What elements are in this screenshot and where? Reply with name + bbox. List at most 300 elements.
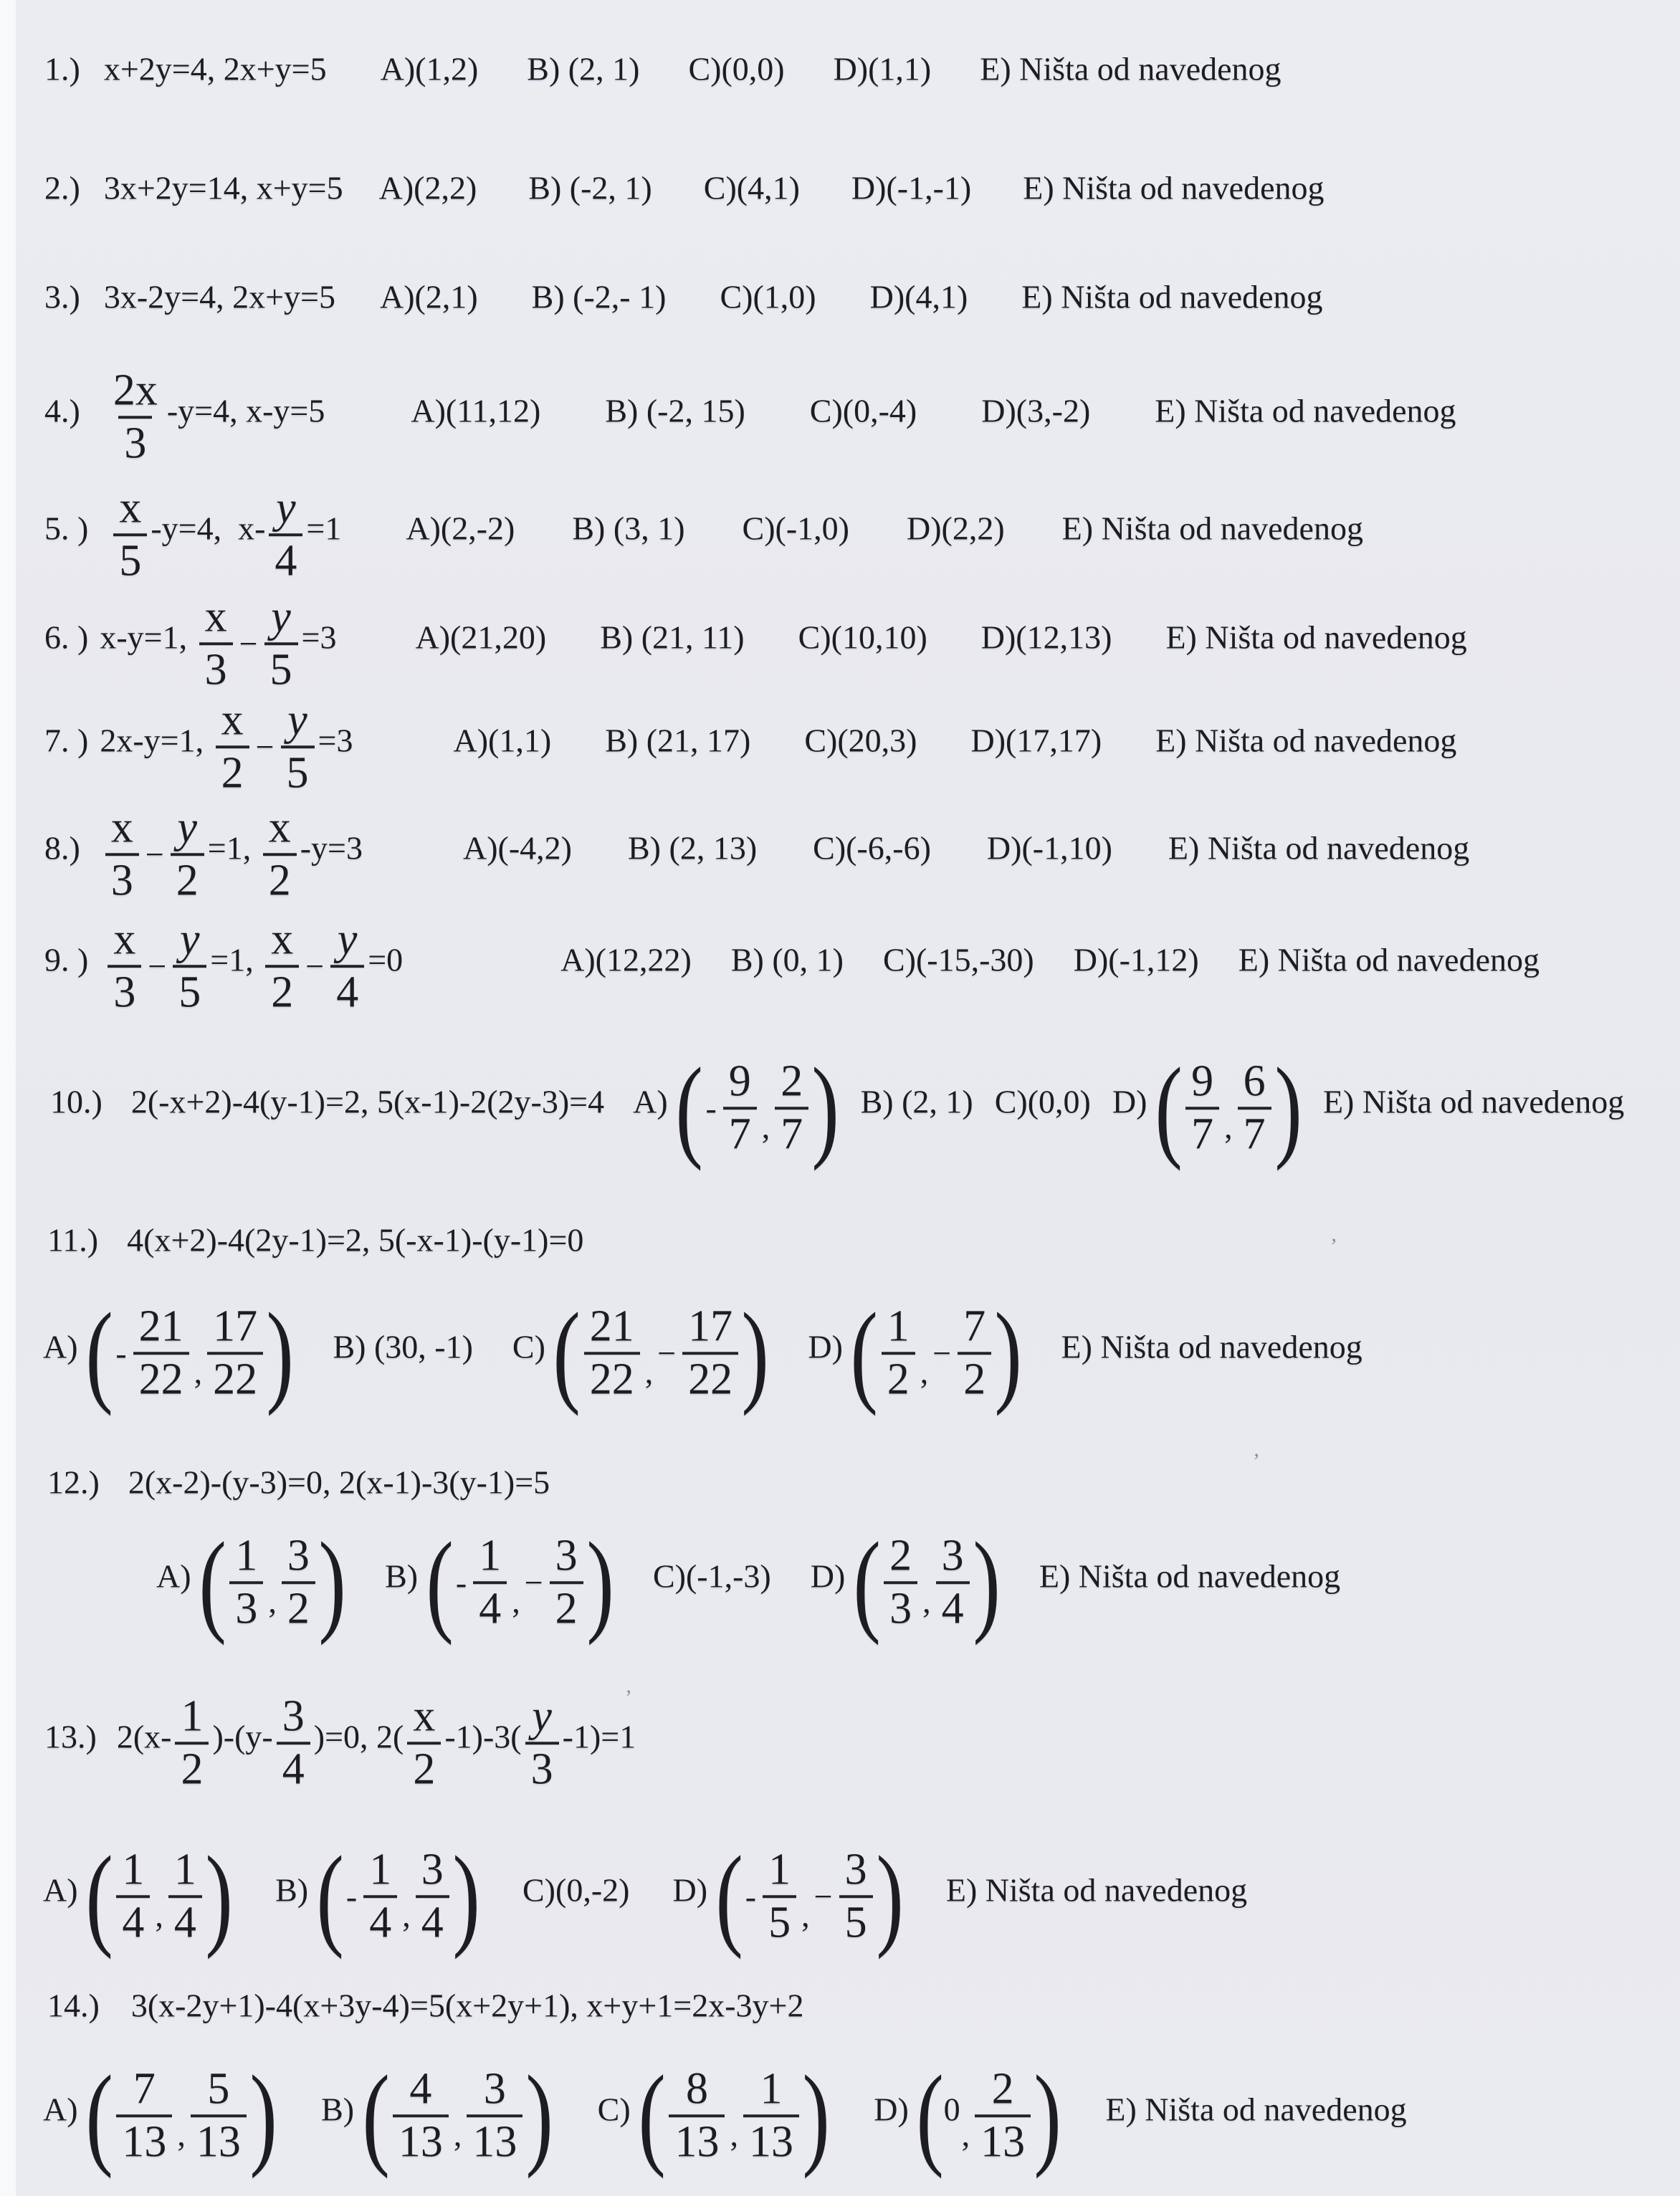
option-d — [672, 1832, 904, 1960]
parenthesis: ( — [426, 1518, 454, 1646]
fraction — [839, 1846, 873, 1946]
fraction-numerator: 21 — [589, 1302, 634, 1351]
problem-statement — [104, 367, 325, 467]
text: D) — [810, 1557, 854, 1595]
option-a — [453, 722, 552, 766]
fraction-denominator: 13 — [467, 2114, 522, 2166]
comma: , — [922, 1582, 931, 1620]
fraction — [263, 804, 297, 904]
text: A) — [43, 1328, 87, 1365]
fraction-denominator: 2 — [882, 1352, 915, 1403]
comma: , — [761, 1108, 770, 1145]
problem-number: 3.) — [44, 278, 80, 315]
option-b — [333, 1328, 473, 1372]
option-b — [730, 941, 844, 985]
parenthesis: ) — [994, 1289, 1023, 1417]
text: 3(x-2y+1)-4(x+3y-4)=5(x+2y+1), x+y+1=2x-3y+2 — [130, 1987, 804, 2024]
parenthesis: ) — [525, 2051, 554, 2180]
option-a — [156, 1518, 346, 1646]
fraction — [168, 1846, 202, 1946]
fraction-denominator: 22 — [207, 1352, 263, 1403]
text: x-y=1, — [100, 619, 196, 656]
text: =3 — [301, 619, 337, 656]
fraction — [108, 916, 141, 1016]
text: C)(1,0) — [720, 278, 816, 315]
text: A)(1,1) — [453, 722, 552, 759]
fraction-denominator: 3 — [229, 1581, 263, 1633]
fraction-numerator: y — [337, 915, 358, 964]
fraction — [1238, 1058, 1271, 1157]
comma: , — [730, 2116, 738, 2153]
fraction — [216, 697, 249, 796]
problem-statement-row — [47, 1987, 804, 2025]
parenthesis: ( — [715, 1832, 743, 1960]
fraction — [473, 1532, 507, 1632]
comma: , — [1224, 1108, 1233, 1145]
fraction-numerator: 1 — [181, 1691, 204, 1741]
fraction-denominator: 2 — [216, 745, 249, 797]
fraction-numerator: 3 — [844, 1845, 867, 1894]
fraction-numerator: 9 — [1191, 1056, 1214, 1106]
problem-number: 4.) — [44, 392, 80, 429]
problem-number: 2.) — [44, 169, 80, 206]
minus-sign: - — [705, 1089, 717, 1127]
problem-number: 1.) — [44, 50, 80, 87]
option-a — [43, 1832, 233, 1960]
fraction — [229, 1532, 263, 1632]
fraction-numerator: 4 — [409, 2064, 432, 2114]
option-b — [605, 392, 745, 436]
comma: , — [194, 1353, 203, 1390]
fraction — [171, 804, 204, 904]
scan-speck: ’ — [1330, 1234, 1337, 1258]
text: A)(12,22) — [560, 941, 692, 978]
parenthesis: ) — [1034, 2051, 1061, 2180]
fraction — [282, 1532, 315, 1632]
option-c — [704, 169, 800, 207]
fraction-denominator: 4 — [416, 1895, 449, 1947]
fraction-denominator: 2 — [550, 1581, 583, 1633]
fraction-numerator: 1 — [235, 1531, 258, 1580]
text: B) (-2, 1) — [528, 169, 652, 206]
fraction-denominator: 5 — [113, 533, 147, 585]
text: D)(4,1) — [869, 278, 968, 315]
comma: , — [453, 2116, 462, 2153]
text: A) — [43, 1871, 87, 1909]
fraction-numerator: 5 — [207, 2064, 230, 2114]
text: C)(-6,-6) — [813, 829, 931, 867]
text: C)(4,1) — [703, 169, 800, 206]
parenthesis: ) — [1274, 1044, 1302, 1172]
text: B) — [275, 1871, 317, 1909]
option-a — [463, 829, 572, 874]
problem-row — [44, 169, 1325, 207]
fraction — [393, 2066, 449, 2165]
minus-sign: - — [455, 1564, 467, 1601]
option-a — [633, 1044, 840, 1172]
fraction — [669, 2066, 725, 2165]
minus-sign: − — [524, 1564, 543, 1601]
fraction — [525, 1693, 559, 1792]
text: -y=3 — [300, 829, 363, 867]
fraction-denominator: 5 — [839, 1895, 873, 1947]
option-d — [981, 392, 1091, 436]
option-b — [528, 169, 652, 207]
fraction-numerator: 1 — [768, 1845, 791, 1894]
option-c — [720, 278, 816, 316]
problem-statement-row — [47, 1464, 550, 1502]
problem-statement — [117, 1693, 636, 1792]
option-a — [380, 278, 478, 316]
option-c — [813, 829, 931, 874]
option-d — [810, 1518, 1001, 1646]
fraction-numerator: 1 — [122, 1845, 145, 1894]
minus-sign: - — [345, 1878, 358, 1915]
text: B) (2, 1) — [527, 50, 640, 87]
fraction-numerator: 7 — [963, 1302, 986, 1351]
parenthesis: ( — [199, 1518, 226, 1646]
fraction-numerator: 1 — [173, 1845, 196, 1894]
parenthesis: ) — [318, 1518, 346, 1646]
text: 4(x+2)-4(2y-1)=2, 5(-x-1)-(y-1)=0 — [127, 1221, 584, 1259]
text: )=0, 2( — [313, 1718, 404, 1755]
problem-statement — [104, 50, 327, 88]
fraction-denominator: 4 — [269, 533, 302, 585]
option-b — [605, 722, 751, 766]
parenthesis: ( — [853, 1518, 881, 1646]
text: 2(-x+2)-4(y-1)=2, 5(x-1)-2(2y-3)=4 — [130, 1083, 605, 1120]
parenthesis: ) — [802, 2051, 830, 2180]
fraction-denominator: 13 — [743, 2114, 799, 2166]
text: D) — [808, 1328, 851, 1365]
problem-statement — [127, 1221, 583, 1259]
comma: , — [177, 2116, 186, 2153]
fraction-denominator: 4 — [936, 1581, 970, 1633]
option-b — [860, 1083, 973, 1127]
text: B) (-2, 15) — [605, 392, 745, 429]
fraction — [1185, 1058, 1219, 1157]
problem-number: 9. ) — [44, 941, 89, 978]
fraction-numerator: 1 — [479, 1531, 502, 1580]
problem-row — [44, 50, 1282, 88]
problem-number: 7. ) — [44, 722, 89, 759]
minus-sign: − — [145, 836, 164, 873]
text: E) Ništa od navedenog — [1039, 1557, 1341, 1595]
option-b — [321, 2051, 554, 2180]
option-d — [870, 278, 968, 316]
problem-statement — [104, 278, 335, 316]
text: C)(0,-2) — [522, 1871, 630, 1909]
text: D) — [1112, 1083, 1155, 1120]
fraction-denominator: 2 — [265, 965, 299, 1016]
fraction — [936, 1532, 970, 1632]
fraction — [277, 1693, 310, 1792]
fraction — [133, 1303, 189, 1403]
option-e — [945, 1871, 1248, 1916]
problem-statement — [110, 484, 341, 584]
option-e — [980, 50, 1281, 88]
option-c — [597, 2051, 830, 2180]
fraction-numerator: 3 — [287, 1531, 310, 1580]
text: A) — [43, 2091, 87, 2128]
fraction — [584, 1303, 640, 1403]
fraction-numerator: x — [221, 695, 244, 745]
option-b — [628, 829, 758, 874]
parenthesis: ( — [316, 1832, 344, 1960]
text: E) Ništa od navedenog — [1238, 941, 1540, 978]
fraction-denominator: 2 — [958, 1352, 991, 1403]
fraction-denominator: 4 — [473, 1581, 507, 1633]
fraction-numerator: 1 — [887, 1302, 910, 1351]
fraction-numerator: x — [271, 915, 294, 964]
text: =1, — [210, 941, 262, 978]
problem-number: 8.) — [44, 829, 80, 867]
text: A)(21,20) — [415, 619, 547, 656]
problem-statement — [131, 1987, 804, 2025]
comma: , — [402, 1896, 411, 1934]
text: A)(2,-2) — [406, 510, 515, 547]
problem-number: 5. ) — [44, 510, 89, 547]
fraction-numerator: 2 — [781, 1056, 803, 1106]
text: B) (21, 17) — [605, 722, 751, 759]
problem-number: 14.) — [47, 1987, 100, 2024]
fraction — [105, 804, 139, 904]
option-b — [527, 50, 639, 88]
text: A)(2,2) — [378, 169, 477, 206]
fraction-numerator: 3 — [421, 1845, 444, 1894]
parenthesis: ) — [452, 1832, 480, 1960]
problem-row — [44, 278, 1323, 316]
fraction-numerator: x — [110, 803, 133, 852]
text: C)(-15,-30) — [882, 941, 1034, 978]
fraction-denominator: 4 — [363, 1895, 397, 1947]
problem-row — [44, 804, 1469, 904]
parenthesis: ( — [850, 1289, 879, 1417]
problem-statement — [104, 169, 343, 207]
fraction — [269, 484, 302, 584]
text: A)(-4,2) — [463, 829, 572, 867]
option-e — [1039, 1557, 1341, 1602]
parenthesis: ) — [741, 1289, 769, 1417]
fraction — [330, 916, 364, 1016]
fraction-denominator: 7 — [775, 1107, 808, 1158]
option-e — [1061, 1328, 1362, 1372]
fraction-denominator: 2 — [407, 1742, 441, 1793]
minus-sign: - — [115, 1335, 127, 1372]
text: =1 — [306, 510, 342, 547]
fraction-numerator: y — [532, 1691, 552, 1741]
fraction-numerator: 21 — [138, 1302, 183, 1351]
problem-number: 6. ) — [44, 619, 89, 656]
problem-row — [44, 697, 1456, 796]
text: A)(11,12) — [411, 392, 541, 429]
option-a — [560, 941, 692, 985]
text: =1, — [207, 829, 259, 867]
comma: , — [155, 1896, 163, 1934]
options-row — [43, 1832, 1248, 1960]
fraction-numerator: x — [204, 592, 227, 641]
fraction — [407, 1693, 441, 1792]
fraction — [743, 2066, 799, 2165]
comma: , — [920, 1353, 929, 1390]
option-e — [1165, 619, 1467, 663]
fraction — [416, 1846, 449, 1946]
fraction-numerator: 3 — [941, 1531, 964, 1580]
text: -y=4, x-y=5 — [166, 392, 325, 429]
fraction-denominator: 2 — [263, 853, 297, 904]
fraction — [113, 484, 147, 584]
problem-row — [44, 593, 1467, 693]
fraction-denominator: 2 — [175, 1742, 209, 1793]
fraction-denominator: 22 — [584, 1352, 640, 1403]
text: x+2y=4, 2x+y=5 — [103, 50, 327, 87]
fraction-numerator: 6 — [1243, 1056, 1266, 1106]
minus-sign: - — [745, 1878, 757, 1915]
parenthesis: ) — [876, 1832, 904, 1960]
fraction-denominator: 5 — [763, 1895, 796, 1947]
parenthesis: ( — [675, 1044, 703, 1172]
option-d — [906, 510, 1005, 554]
fraction-denominator: 13 — [393, 2114, 449, 2166]
text: A) — [156, 1557, 200, 1595]
option-c — [652, 1557, 771, 1602]
parenthesis: ( — [638, 2051, 666, 2180]
option-a — [381, 50, 479, 88]
fraction-denominator: 3 — [525, 1742, 559, 1793]
option-c — [742, 510, 849, 554]
fraction — [264, 593, 298, 693]
problem-statement-row — [47, 1221, 583, 1259]
parenthesis: ) — [811, 1044, 840, 1172]
fraction — [116, 1846, 150, 1946]
fraction-denominator: 13 — [116, 2114, 172, 2166]
fraction — [723, 1058, 757, 1157]
fraction — [199, 593, 233, 693]
parenthesis: ( — [1155, 1044, 1183, 1172]
option-d — [874, 2051, 1061, 2180]
minus-sign: − — [255, 728, 275, 765]
scan-edge-strip — [0, 0, 16, 2196]
option-a — [406, 510, 515, 554]
fraction-denominator: 4 — [116, 1895, 150, 1947]
minus-sign: − — [932, 1335, 952, 1372]
problem-statement — [130, 1083, 605, 1127]
option-b — [600, 619, 745, 663]
fraction — [975, 2066, 1031, 2165]
fraction-numerator: x — [413, 1691, 436, 1741]
text: E) Ništa od navedenog — [1021, 278, 1323, 315]
text: E) Ništa od navedenog — [1023, 169, 1325, 206]
option-c — [809, 392, 917, 436]
parenthesis: ) — [249, 2051, 277, 2180]
fraction-denominator: 2 — [282, 1581, 315, 1633]
option-c — [804, 722, 917, 766]
scan-speck: ’ — [625, 1686, 632, 1709]
text: =3 — [318, 722, 353, 759]
parenthesis: ) — [205, 1832, 233, 1960]
text: =0 — [368, 941, 404, 978]
fraction-denominator: 7 — [1185, 1107, 1219, 1158]
parenthesis: ) — [973, 1518, 1001, 1646]
text: 0 — [943, 2091, 960, 2128]
problem-statement — [100, 697, 353, 796]
option-c — [798, 619, 927, 663]
problem-statement-row — [44, 1693, 636, 1792]
text: C)(0,-4) — [809, 392, 917, 429]
option-c — [994, 1083, 1091, 1127]
fraction-numerator: x — [268, 803, 291, 852]
problem-statement — [128, 1464, 550, 1502]
option-a — [379, 169, 477, 207]
fraction-denominator: 22 — [133, 1352, 189, 1403]
text: B) — [321, 2091, 363, 2128]
fraction — [207, 1303, 263, 1403]
option-e — [1238, 941, 1540, 985]
minus-sign: − — [305, 947, 325, 985]
problem-number: 10.) — [50, 1083, 102, 1120]
fraction-numerator: 1 — [369, 1845, 392, 1894]
problem-statement — [104, 916, 403, 1016]
options-row — [156, 1518, 1341, 1646]
text: 3x-2y=4, 2x+y=5 — [103, 278, 335, 315]
minus-sign: − — [657, 1335, 677, 1372]
fraction-numerator: 2 — [991, 2064, 1014, 2114]
text: E) Ništa od navedenog — [1168, 829, 1470, 867]
fraction — [958, 1303, 991, 1403]
text: E) Ništa od navedenog — [1061, 510, 1363, 547]
option-d — [1073, 941, 1199, 985]
fraction — [363, 1846, 397, 1946]
fraction-numerator: 3 — [555, 1531, 578, 1580]
fraction-denominator: 13 — [191, 2114, 247, 2166]
text: C)(20,3) — [804, 722, 917, 759]
fraction-numerator: 9 — [728, 1056, 751, 1106]
text: E) Ništa od navedenog — [1155, 392, 1456, 429]
option-e — [1322, 1083, 1625, 1127]
fraction-denominator: 13 — [975, 2114, 1031, 2166]
option-d — [970, 722, 1102, 766]
text: C)(0,0) — [688, 50, 785, 87]
text: C) — [597, 2091, 639, 2128]
option-e — [1105, 2091, 1407, 2135]
fraction-denominator: 7 — [723, 1107, 757, 1158]
options-row — [43, 1289, 1362, 1417]
fraction-numerator: 7 — [133, 2064, 156, 2114]
fraction-denominator: 5 — [173, 965, 206, 1016]
parenthesis: ) — [586, 1518, 614, 1646]
fraction-numerator: y — [180, 915, 200, 964]
fraction-numerator: 2 — [889, 1531, 912, 1580]
fraction-numerator: 17 — [688, 1302, 733, 1351]
fraction — [467, 2066, 522, 2165]
fraction-numerator: 2x — [113, 366, 158, 415]
option-c — [688, 50, 784, 88]
fraction-numerator: 3 — [483, 2064, 506, 2114]
text: C)(-1,0) — [742, 510, 849, 547]
parenthesis: ( — [362, 2051, 390, 2180]
option-e — [1061, 510, 1363, 554]
fraction-denominator: 2 — [171, 853, 204, 904]
text: B) (2, 13) — [628, 829, 758, 867]
option-a — [415, 619, 547, 663]
text: D)(-1,10) — [986, 829, 1112, 867]
fraction — [116, 2066, 172, 2165]
option-d — [834, 50, 932, 88]
text: E) Ništa od navedenog — [1105, 2091, 1407, 2128]
fraction — [191, 2066, 247, 2165]
scan-speck: ’ — [1253, 1449, 1260, 1473]
parenthesis: ( — [553, 1289, 581, 1417]
